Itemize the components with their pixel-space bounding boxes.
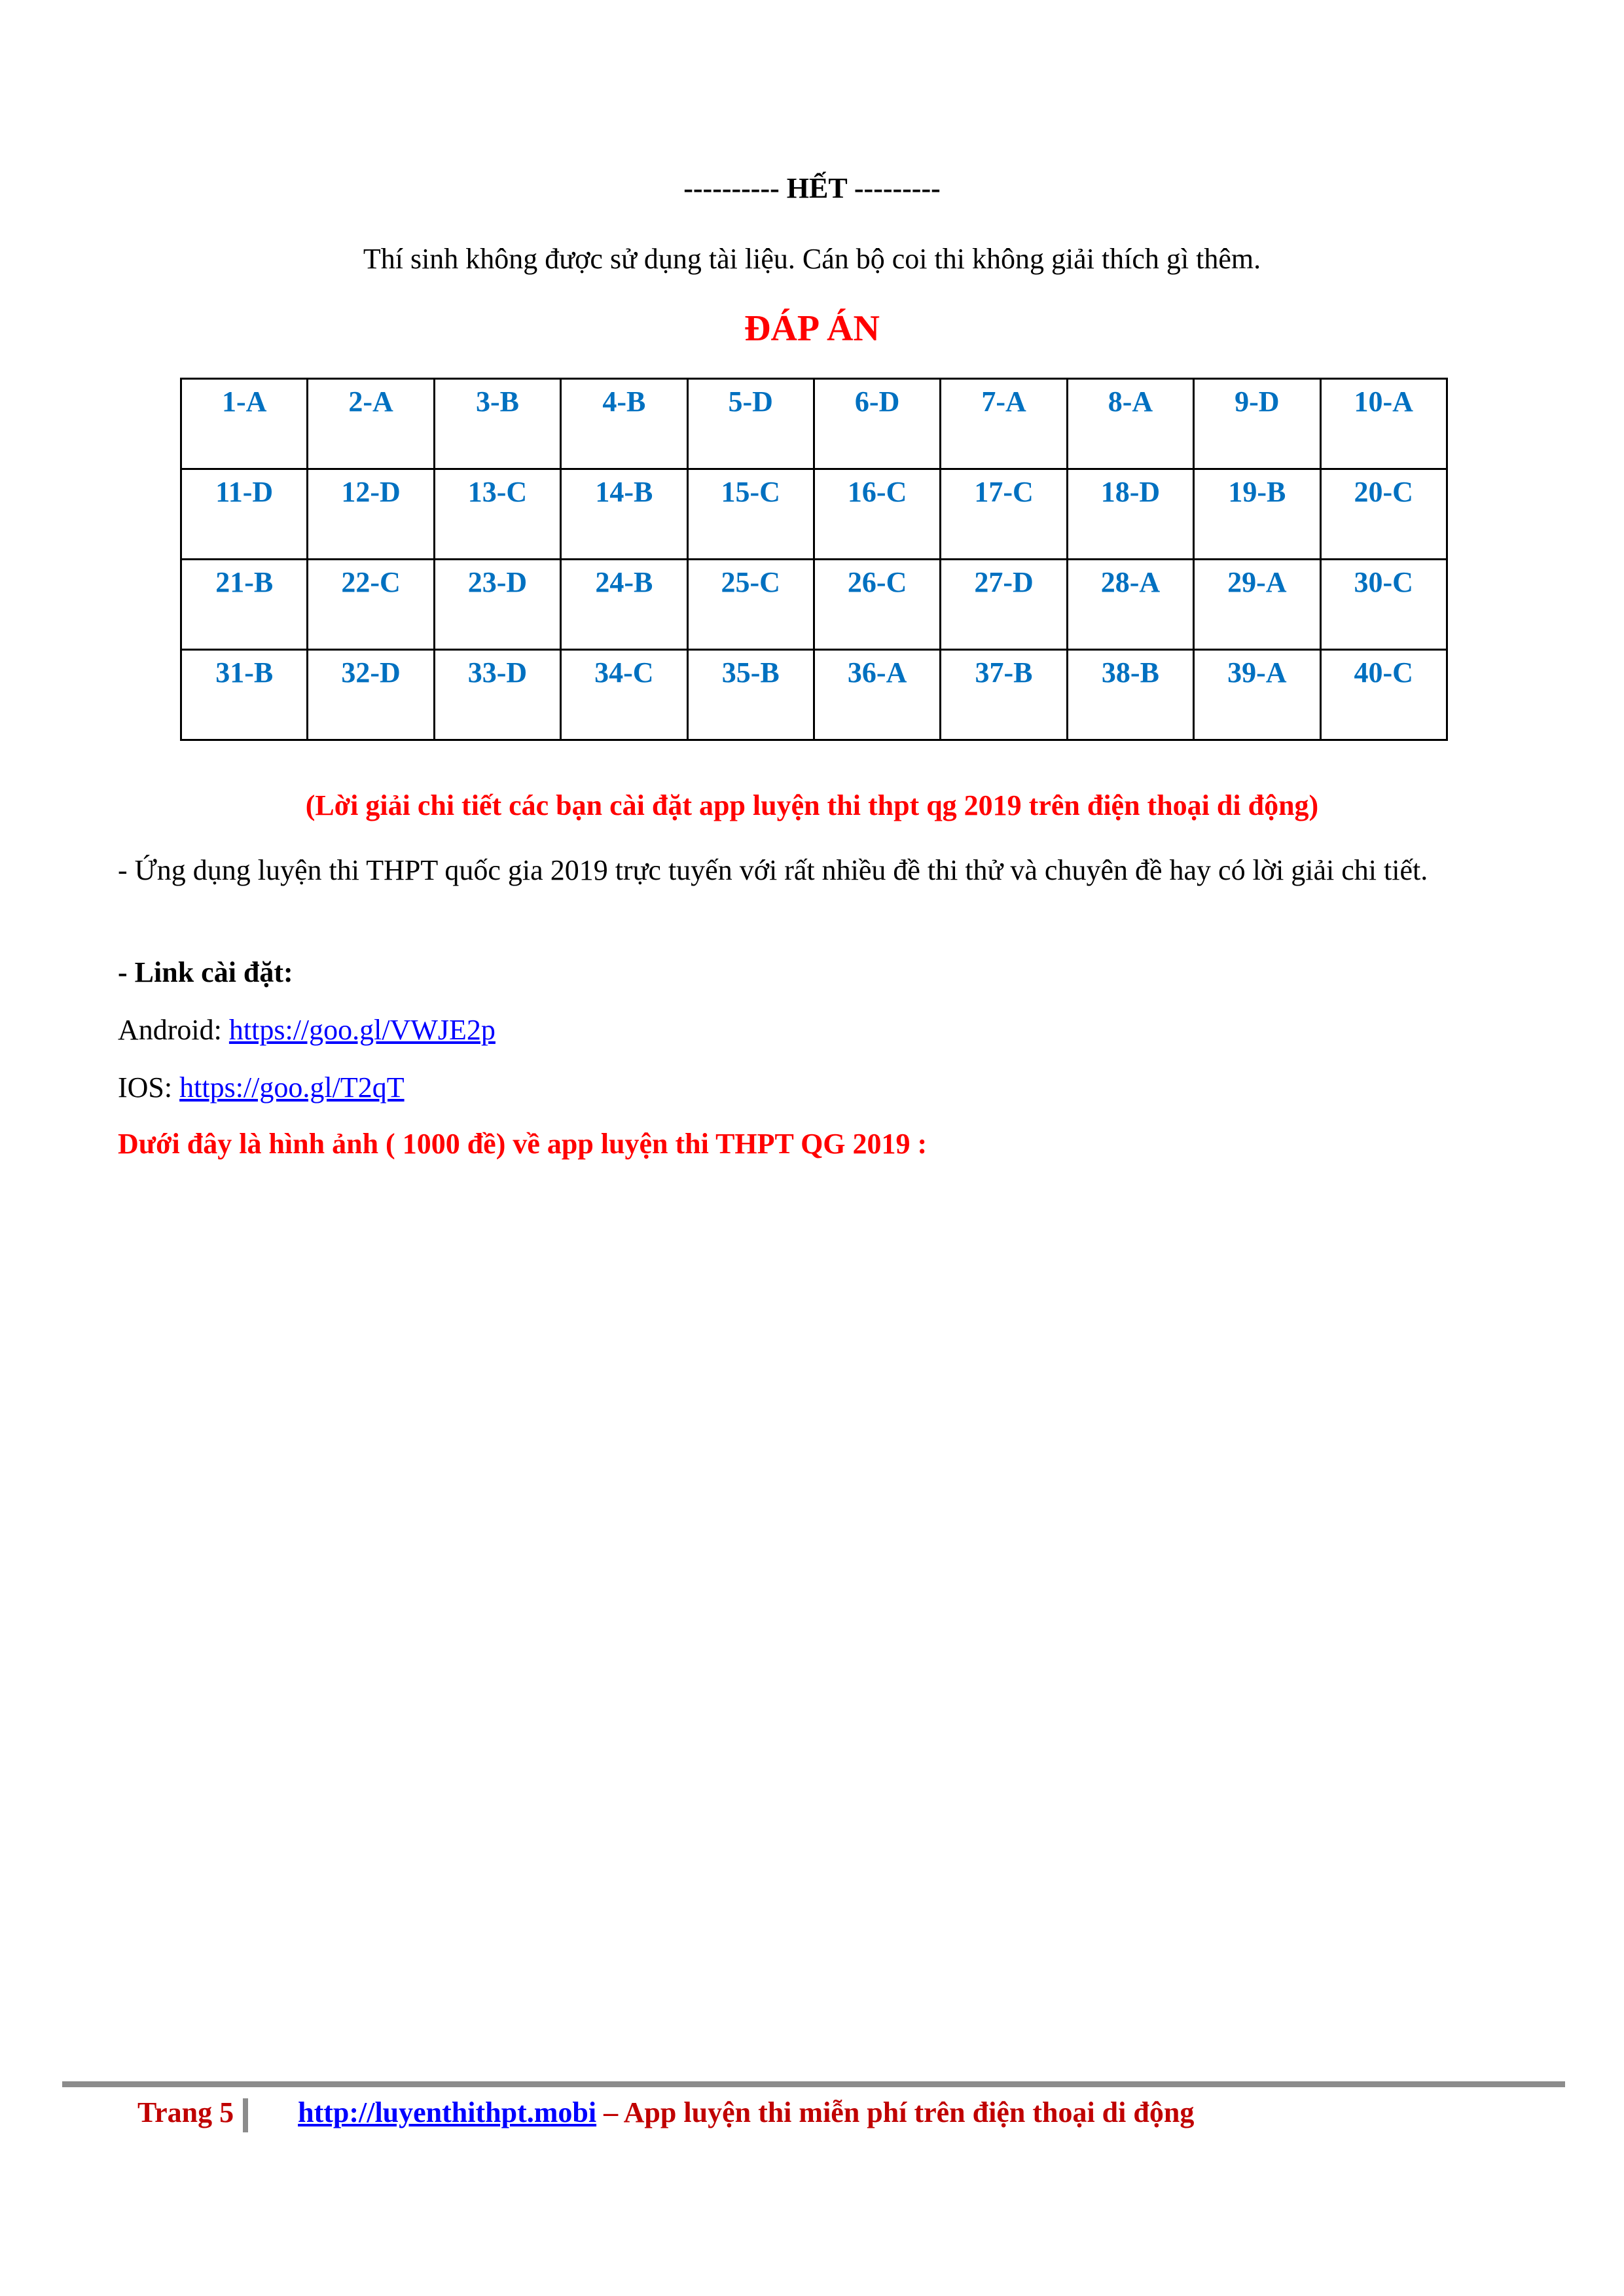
exam-rules-note: Thí sinh không được sử dụng tài liệu. Cán bộ coi thi không giải thích gì thêm. <box>363 243 1261 275</box>
answer-cell: 39-A <box>1194 650 1320 740</box>
answer-cell: 17-C <box>941 469 1067 560</box>
answer-cell: 26-C <box>814 560 940 650</box>
app-images-note: Dưới đây là hình ảnh ( 1000 đề) về app luyện thi THPT QG 2019 : <box>118 1128 928 1160</box>
answer-cell: 34-C <box>561 650 687 740</box>
answer-cell: 15-C <box>687 469 814 560</box>
answer-cell: 14-B <box>561 469 687 560</box>
answer-cell: 24-B <box>561 560 687 650</box>
ios-link-line <box>118 1071 405 1104</box>
table-row <box>181 469 1447 560</box>
page-footer <box>137 2093 1194 2132</box>
answer-cell: 11-D <box>181 469 308 560</box>
footer-tagline: – App luyện thi miễn phí trên điện thoại di động <box>596 2096 1195 2128</box>
app-description <box>79 841 1551 900</box>
answer-cell: 36-A <box>814 650 940 740</box>
install-link-heading: - Link cài đặt: <box>118 956 293 988</box>
answer-cell: 16-C <box>814 469 940 560</box>
answer-cell: 6-D <box>814 379 940 469</box>
answer-cell: 8-A <box>1067 379 1193 469</box>
table-row <box>181 379 1447 469</box>
table-row <box>181 650 1447 740</box>
android-label: Android: <box>118 1014 229 1046</box>
footer-separator <box>243 2098 248 2132</box>
answer-cell: 32-D <box>308 650 434 740</box>
answer-key-table <box>180 378 1448 741</box>
answer-cell: 2-A <box>308 379 434 469</box>
app-description-text: - Ứng dụng luyện thi THPT quốc gia 2019 trực tuyến với rất nhiều đề thi thử và chuyên đề hay có lời giải chi tiết. <box>118 854 1428 886</box>
answer-cell: 13-C <box>434 469 560 560</box>
answer-cell: 10-A <box>1320 379 1447 469</box>
ios-label: IOS: <box>118 1071 180 1103</box>
table-row <box>181 560 1447 650</box>
answer-cell: 40-C <box>1320 650 1447 740</box>
footer-site-link[interactable]: http://luyenthithpt.mobi <box>298 2096 597 2128</box>
answer-cell: 22-C <box>308 560 434 650</box>
answer-cell: 5-D <box>687 379 814 469</box>
answer-cell: 28-A <box>1067 560 1193 650</box>
ios-install-link[interactable]: https://goo.gl/T2qT <box>179 1071 405 1103</box>
answer-cell: 19-B <box>1194 469 1320 560</box>
answer-cell: 4-B <box>561 379 687 469</box>
answer-cell: 20-C <box>1320 469 1447 560</box>
footer-divider <box>62 2081 1565 2087</box>
answer-cell: 12-D <box>308 469 434 560</box>
answer-cell: 21-B <box>181 560 308 650</box>
answer-cell: 18-D <box>1067 469 1193 560</box>
answer-cell: 23-D <box>434 560 560 650</box>
android-link-line <box>118 1013 496 1047</box>
answer-cell: 38-B <box>1067 650 1193 740</box>
page-number: Trang 5 <box>137 2096 234 2128</box>
answer-cell: 27-D <box>941 560 1067 650</box>
answer-cell: 7-A <box>941 379 1067 469</box>
end-marker: ---------- HẾT --------- <box>683 172 941 204</box>
answer-cell: 1-A <box>181 379 308 469</box>
answer-key-title: ĐÁP ÁN <box>744 308 880 349</box>
answer-cell: 37-B <box>941 650 1067 740</box>
answer-cell: 31-B <box>181 650 308 740</box>
answer-cell: 30-C <box>1320 560 1447 650</box>
answer-cell: 25-C <box>687 560 814 650</box>
answer-cell: 3-B <box>434 379 560 469</box>
answer-cell: 33-D <box>434 650 560 740</box>
android-install-link[interactable]: https://goo.gl/VWJE2p <box>228 1014 496 1046</box>
solution-note: (Lời giải chi tiết các bạn cài đặt app luyện thi thpt qg 2019 trên điện thoại di động) <box>305 789 1319 821</box>
answer-cell: 29-A <box>1194 560 1320 650</box>
answer-cell: 9-D <box>1194 379 1320 469</box>
answer-cell: 35-B <box>687 650 814 740</box>
